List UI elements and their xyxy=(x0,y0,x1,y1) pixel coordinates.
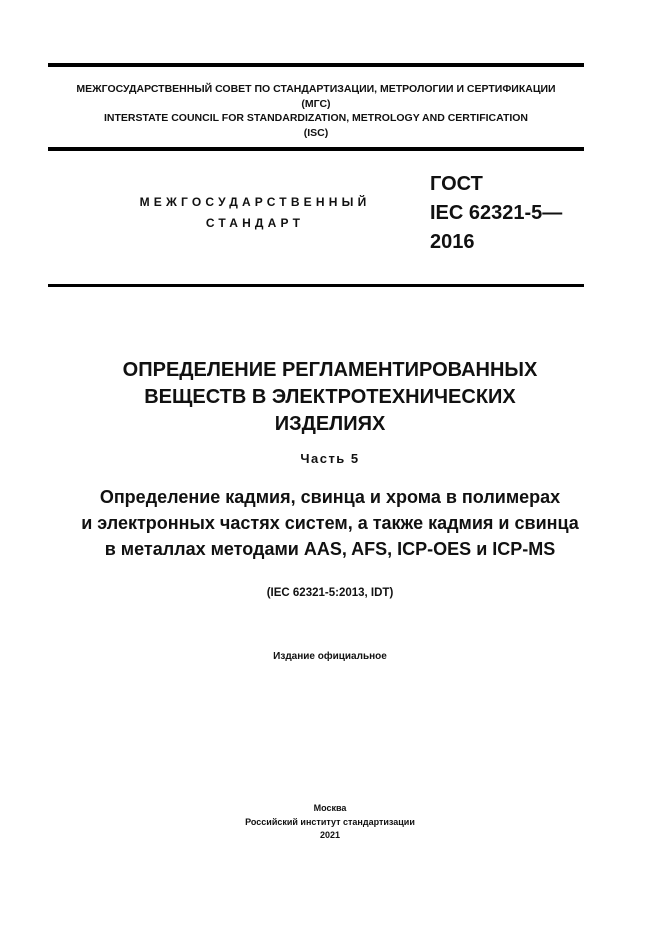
council-header xyxy=(48,82,584,140)
council-en-abbr: (ISC) xyxy=(303,126,329,139)
edition-label: Издание официальное xyxy=(273,651,387,662)
imprint-year: 2021 xyxy=(319,830,341,840)
document-subtitle xyxy=(20,484,640,562)
title-line3: ИЗДЕЛИЯХ xyxy=(274,413,386,435)
part-label: Часть 5 xyxy=(300,451,360,466)
imprint-city: Москва xyxy=(313,803,347,813)
title-line1: ОПРЕДЕЛЕНИЕ РЕГЛАМЕНТИРОВАННЫХ xyxy=(122,359,538,381)
subtitle-line3: в металлах методами AAS, AFS, ICP-OES и ICP-MS xyxy=(104,539,556,559)
interstate-line1: МЕЖГОСУДАРСТВЕННЫЙ xyxy=(139,195,371,209)
interstate-line2: СТАНДАРТ xyxy=(205,216,305,230)
top-rule xyxy=(48,63,584,67)
gost-designation xyxy=(430,170,590,257)
interstate-standard-label xyxy=(90,192,420,234)
designation-rule xyxy=(48,284,584,287)
council-ru-name: МЕЖГОСУДАРСТВЕННЫЙ СОВЕТ ПО СТАНДАРТИЗАЦИИ, МЕТРОЛОГИИ И СЕРТИФИКАЦИИ xyxy=(76,83,556,95)
imprint-publisher: Российский институт стандартизации xyxy=(245,816,415,827)
header-rule xyxy=(48,147,584,151)
gost-number: IEC 62321-5— xyxy=(430,202,563,224)
council-en-name: INTERSTATE COUNCIL FOR STANDARDIZATION, METROLOGY AND CERTIFICATION xyxy=(103,112,529,124)
title-line2: ВЕЩЕСТВ В ЭЛЕКТРОТЕХНИЧЕСКИХ xyxy=(144,386,516,408)
imprint xyxy=(30,802,630,843)
council-ru-abbr: (МГС) xyxy=(301,97,331,110)
subtitle-line2: и электронных частях систем, а также кадмия и свинца xyxy=(81,513,579,533)
document-title xyxy=(30,357,630,438)
subtitle-line1: Определение кадмия, свинца и хрома в полимерах xyxy=(99,487,561,507)
gost-label: ГОСТ xyxy=(430,173,483,195)
gost-year: 2016 xyxy=(430,231,475,253)
iec-reference: (IEC 62321-5:2013, IDT) xyxy=(266,587,394,599)
